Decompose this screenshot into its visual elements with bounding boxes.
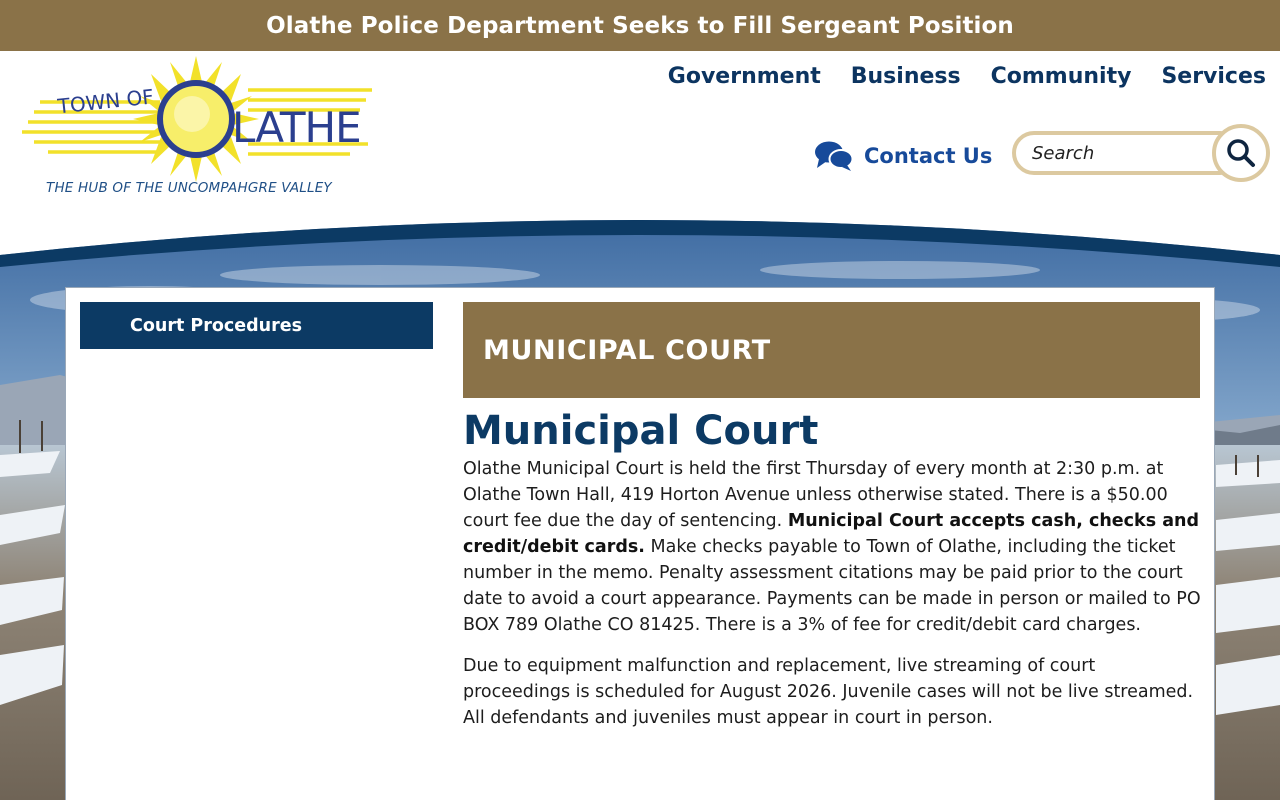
- search-box: [1012, 124, 1270, 182]
- logo-tagline: THE HUB OF THE UNCOMPAHGRE VALLEY: [46, 180, 332, 196]
- chat-bubbles-icon: [814, 140, 854, 172]
- alert-link[interactable]: Olathe Police Department Seeks to Fill Sergeant Position: [266, 12, 1014, 39]
- search-input[interactable]: [1012, 131, 1242, 175]
- search-button[interactable]: [1212, 124, 1270, 182]
- court-info-text: Olathe Municipal Court is held the first Thursday of every month at 2:30 p.m. at Olathe Town Hall, 419 Horton Avenue unless otherwise stated. There is a $50.00 court fee due the day of sentencing.: [463, 459, 1168, 531]
- page-title: Municipal Court: [463, 408, 819, 454]
- sidebar-item-court-procedures[interactable]: Court Procedures: [80, 302, 433, 349]
- nav-item-government[interactable]: Government: [667, 64, 821, 89]
- nav-item-community[interactable]: Community: [990, 64, 1132, 89]
- page-banner: MUNICIPAL COURT: [463, 302, 1200, 398]
- contact-us-label: Contact Us: [864, 144, 993, 168]
- contact-us-link[interactable]: [814, 140, 992, 172]
- court-info-paragraph: [463, 456, 1203, 638]
- logo-name: LATHE: [232, 103, 361, 152]
- nav-item-business[interactable]: Business: [850, 64, 961, 89]
- main-nav: [668, 64, 1266, 89]
- page-body: [463, 456, 1203, 746]
- payment-methods-text: Municipal Court accepts cash, checks and credit/debit cards.: [463, 511, 1199, 557]
- streaming-notice-paragraph: Due to equipment malfunction and replacement, live streaming of court proceedings is scheduled for August 2026. Juvenile cases will not be live streamed. All defendants and juveniles must appear in court in person.: [463, 656, 1194, 728]
- magnifier-icon: [1226, 138, 1256, 168]
- payment-details-text: Make checks payable to Town of Olathe, including the ticket number in the memo. Penalty assessment citations may be paid prior to the court date to avoid a court appearance. Payments can be made in person or mailed to PO BOX 789 Olathe CO 81425. There is a 3% of fee for credit/debit card charges.: [463, 537, 1201, 635]
- logo-graphic: [20, 56, 380, 186]
- nav-item-services[interactable]: Services: [1161, 64, 1266, 89]
- alert-bar: [0, 0, 1280, 51]
- logo-town-of: TOWN OF: [56, 84, 155, 119]
